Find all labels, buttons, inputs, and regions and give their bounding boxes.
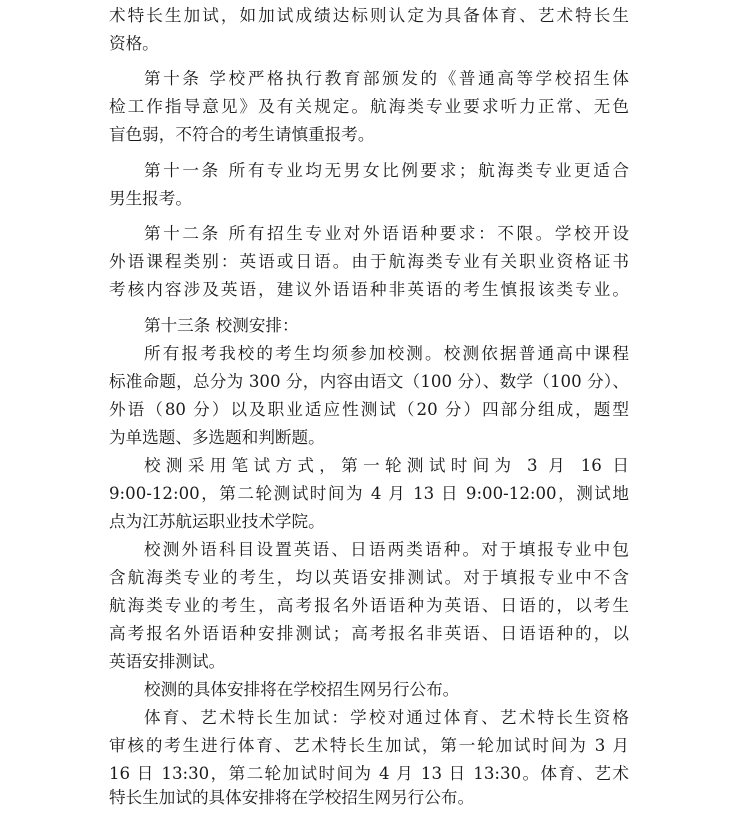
text-line: 男生报考。 [109,189,192,208]
text-line: 校测的具体安排将在学校招生网另行公布。 [144,680,460,699]
text-line: 特长生加试的具体安排将在学校招生网另行公布。 [109,788,475,807]
text-line: 含航海类专业的考生，均以英语安排测试。对于填报专业中不含 [109,568,629,587]
text-line: 资格。 [109,34,159,53]
text-line: 校测采用笔试方式，第一轮测试时间为 3 月 16 日 [144,456,629,475]
article-11-heading-line: 第十一条 所有专业均无男女比例要求；航海类专业更适合 [144,161,629,180]
text-line: 高考报名外语语种安排测试；高考报名非英语、日语语种的，以 [109,624,629,643]
article-10-heading-line: 第十条 学校严格执行教育部颁发的《普通高等学校招生体 [144,69,629,88]
text-line: 体育、艺术特长生加试：学校对通过体育、艺术特长生资格 [144,708,629,727]
text-line: 校测外语科目设置英语、日语两类语种。对于填报专业中包 [144,540,629,559]
text-line: 术特长生加试，如加试成绩达标则认定为具备体育、艺术特长生 [109,6,629,25]
text-line: 9:00-12:00，第二轮测试时间为 4 月 13 日 9:00-12:00，测试地 [109,484,629,503]
text-line: 为单选题、多选题和判断题。 [109,428,325,447]
article-12-heading-line: 第十二条 所有招生专业对外语语种要求：不限。学校开设 [144,224,629,243]
text-line: 英语安排测试。 [109,652,226,671]
text-line: 16 日 13:30，第二轮加试时间为 4 月 13 日 13:30。体育、艺术 [109,764,629,783]
article-13-heading-line: 第十三条 校测安排： [144,316,299,335]
text-line: 盲色弱，不符合的考生请慎重报考。 [109,125,375,144]
text-line: 审核的考生进行体育、艺术特长生加试，第一轮加试时间为 3 月 [109,736,629,755]
text-line: 外语课程类别：英语或日语。由于航海类专业有关职业资格证书 [109,252,629,271]
text-line: 点为江苏航运职业技术学院。 [109,512,325,531]
text-line: 考核内容涉及英语，建议外语语种非英语的考生慎报该类专业。 [109,280,629,299]
text-line: 检工作指导意见》及有关规定。航海类专业要求听力正常、无色 [109,97,629,116]
text-line: 外语（80 分）以及职业适应性测试（20 分）四部分组成，题型 [109,400,629,419]
text-line: 所有报考我校的考生均须参加校测。校测依据普通高中课程 [144,344,629,363]
text-line: 标准命题，总分为 300 分，内容由语文（100 分）、数学（100 分）、 [109,372,629,391]
text-line: 航海类专业的考生，高考报名外语语种为英语、日语的，以考生 [109,596,629,615]
